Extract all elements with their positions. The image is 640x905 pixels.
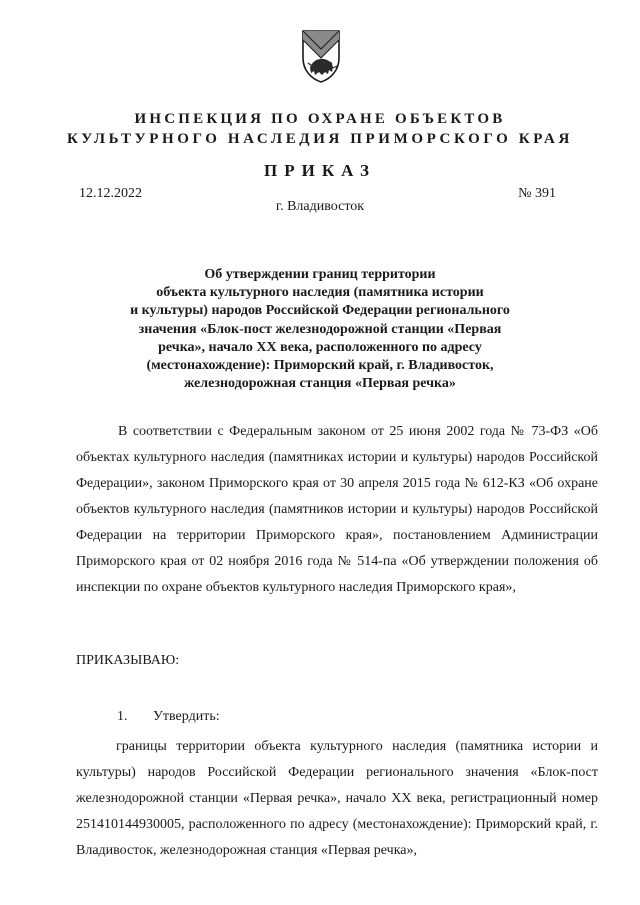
list-item-number: 1. xyxy=(117,709,128,724)
subject-line: речка», начало XX века, расположенного по адресу xyxy=(158,339,482,355)
subject-line: железнодорожная станция «Первая речка» xyxy=(184,376,456,392)
subject-line: значения «Блок-пост железнодорожной станции «Первая xyxy=(138,321,502,337)
list-item xyxy=(117,709,220,725)
order-subject xyxy=(95,266,545,393)
subject-line: и культуры) народов Российской Федерации регионального xyxy=(130,303,510,319)
subject-line: объекта культурного наследия (памятника истории xyxy=(156,285,484,301)
subject-line: Об утверждении границ территории xyxy=(204,267,436,282)
list-item-label: Утвердить: xyxy=(153,709,220,724)
coat-of-arms-icon xyxy=(299,28,343,84)
subject-line: (местонахождение): Приморский край, г. Владивосток, xyxy=(146,358,494,374)
organization-name-line2: КУЛЬТУРНОГО НАСЛЕДИЯ ПРИМОРСКОГО КРАЯ xyxy=(67,131,573,147)
item-text-paragraph: границы территории объекта культурного наследия (памятника истории и культуры) народов Российской Федерации регионального значения «Блок-пост железнодорожной станции «Первая речка», начало XX века, регистрационный номер 251410144930005, расположенного по адресу (местонахождение): Приморский край, г. Владивосток, железнодорожная станция «Первая речка», xyxy=(76,739,598,858)
city-name: г. Владивосток xyxy=(275,199,365,214)
document-type-title: ПРИКАЗ xyxy=(264,161,376,180)
order-date: 12.12.2022 xyxy=(79,186,142,201)
preamble-paragraph: В соответствии с Федеральным законом от 25 июня 2002 года № 73-ФЗ «Об объектах культурного наследия (памятниках истории и культуры) народов Российской Федерации», законом Приморского края от 30 апреля 2015 года № 612-КЗ «Об охране объектов культурного наследия (памятников истории и культуры) народов Российской Федерации на территории Приморского края», постановлением Администрации Приморского края от 02 ноября 2016 года № 514-па «Об утверждении положения об инспекции по охране объектов культурного наследия Приморского края», xyxy=(76,424,598,595)
organization-name-line1: ИНСПЕКЦИЯ ПО ОХРАНЕ ОБЪЕКТОВ xyxy=(134,111,506,127)
order-number: № 391 xyxy=(518,186,556,201)
ordering-clause: ПРИКАЗЫВАЮ: xyxy=(76,653,180,668)
